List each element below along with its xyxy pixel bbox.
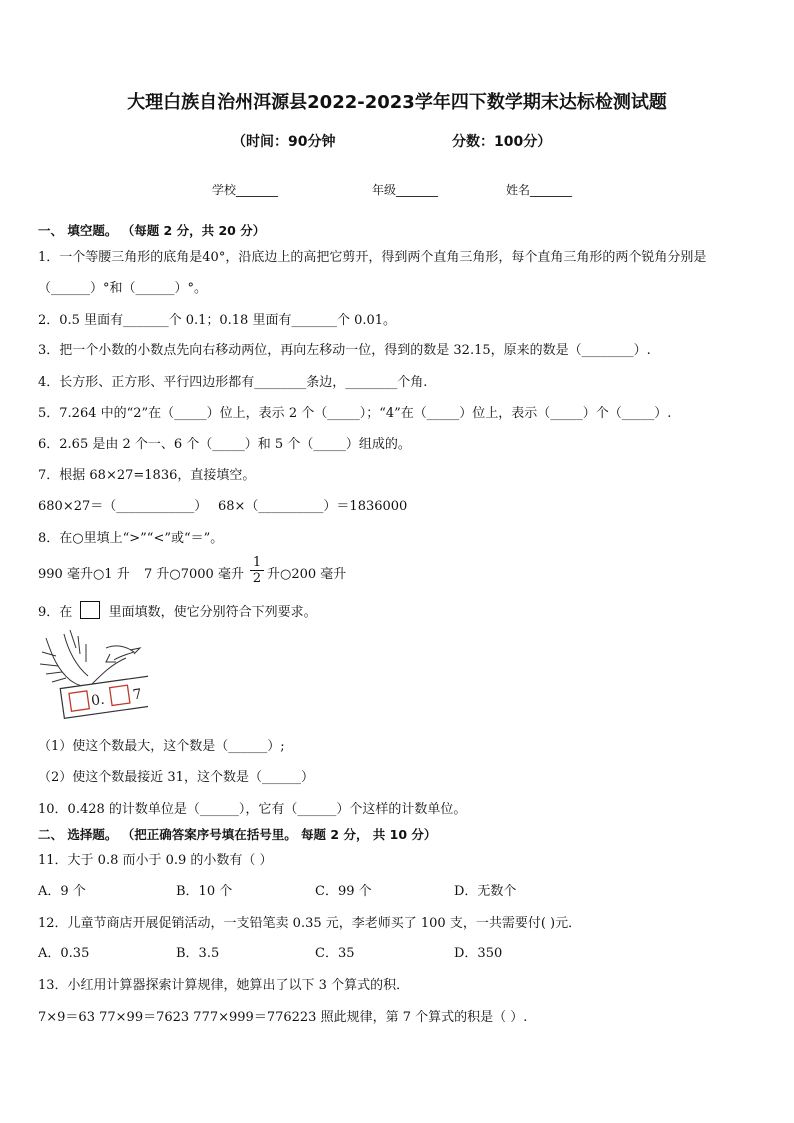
section-heading-fill-blank: 一、 填空题。 （每题 2 分，共 20 分）: [38, 223, 266, 238]
question-5: 5．7.264 中的“2”在（_____）位上，表示 2 个（_____）；“4”在（_____）位上，表示（_____）个（_____）.: [38, 406, 672, 421]
question-8-part-b: 7 升○7000 毫升: [144, 567, 244, 582]
question-7-part-b: 68×（__________）＝1836000: [218, 499, 408, 514]
section-heading-choice: 二、 选择题。 （把正确答案序号填在括号里。 每题 2 分， 共 10 分）: [38, 827, 437, 842]
question-7-part-a: 680×27＝（____________）: [38, 499, 208, 514]
question-8-part-a: 990 毫升○1 升: [38, 567, 130, 582]
exam-time: （时间：90分钟: [232, 134, 336, 150]
dove-card-illustration: [36, 626, 148, 726]
question-1-line-1: 1．一个等腰三角形的底角是40°，沿底边上的高把它剪开，得到两个直角三角形，每个直角三角形的两个锐角分别是: [38, 250, 707, 265]
question-12-option-d[interactable]: D．350: [454, 946, 503, 961]
question-9-part-1: （1）使这个数最大，这个数是（______）;: [38, 739, 285, 754]
page-title: 大理白族自治州洱源县2022-2023学年四下数学期末达标检测试题: [127, 92, 667, 113]
fraction-numerator: 1: [252, 555, 262, 570]
school-field[interactable]: 学校_______: [212, 183, 279, 197]
fraction-one-half: [250, 555, 264, 586]
question-8-part-c: 升○200 毫升: [267, 567, 347, 582]
question-11-option-d[interactable]: D．无数个: [454, 884, 517, 899]
question-2: 2．0.5 里面有_______个 0.1；0.18 里面有_______个 0.01。: [38, 313, 397, 328]
question-3: 3．把一个小数的小数点先向右移动两位，再向左移动一位，得到的数是 32.15，原来的数是（________）.: [38, 343, 651, 358]
name-field[interactable]: 姓名_______: [506, 183, 573, 197]
question-1-line-2: （______）°和（______）°。: [38, 281, 208, 296]
grade-field[interactable]: 年级_______: [372, 183, 439, 197]
question-11-option-a[interactable]: A．9 个: [38, 884, 86, 899]
question-9-part-2: （2）使这个数最接近 31，这个数是（______）: [38, 770, 314, 785]
question-4: 4．长方形、正方形、平行四边形都有________条边，________个角.: [38, 375, 428, 390]
question-9: [38, 601, 317, 622]
question-12-option-a[interactable]: A．0.35: [38, 946, 90, 961]
empty-box-icon: [80, 601, 100, 619]
question-13-formulas: 7×9＝63 77×99＝7623 777×999＝776223 照此规律，第 7 个算式的积是（ ）.: [38, 1010, 528, 1025]
exam-score: 分数：100分）: [452, 134, 552, 150]
question-11-option-b[interactable]: B．10 个: [176, 884, 233, 899]
question-12-option-c[interactable]: C．35: [315, 946, 355, 961]
card-digit: 7: [131, 686, 143, 704]
question-6: 6．2.65 是由 2 个一、6 个（_____）和 5 个（_____）组成的。: [38, 437, 411, 452]
card-decimal-point: 0.: [90, 691, 106, 710]
question-9-prefix: 9．在: [38, 605, 73, 620]
question-11: 11．大于 0.8 而小于 0.9 的小数有（ ）: [38, 853, 273, 868]
question-12: 12．儿童节商店开展促销活动，一支铅笔卖 0.35 元，李老师买了 100 支，一共需要付( )元．: [38, 916, 582, 931]
question-11-option-c[interactable]: C．99 个: [315, 884, 372, 899]
fraction-denominator: 2: [250, 570, 264, 586]
question-13: 13．小红用计算器探索计算规律，她算出了以下 3 个算式的积．: [38, 978, 410, 993]
question-12-option-b[interactable]: B．3.5: [176, 946, 220, 961]
question-8: 8．在○里填上“>”“<”或“＝”。: [38, 531, 224, 546]
question-7: 7．根据 68×27=1836，直接填空。: [38, 468, 256, 483]
question-10: 10．0.428 的计数单位是（______），它有（______）个这样的计数单位。: [38, 802, 467, 817]
question-9-text: 里面填数，使它分别符合下列要求。: [108, 605, 317, 620]
